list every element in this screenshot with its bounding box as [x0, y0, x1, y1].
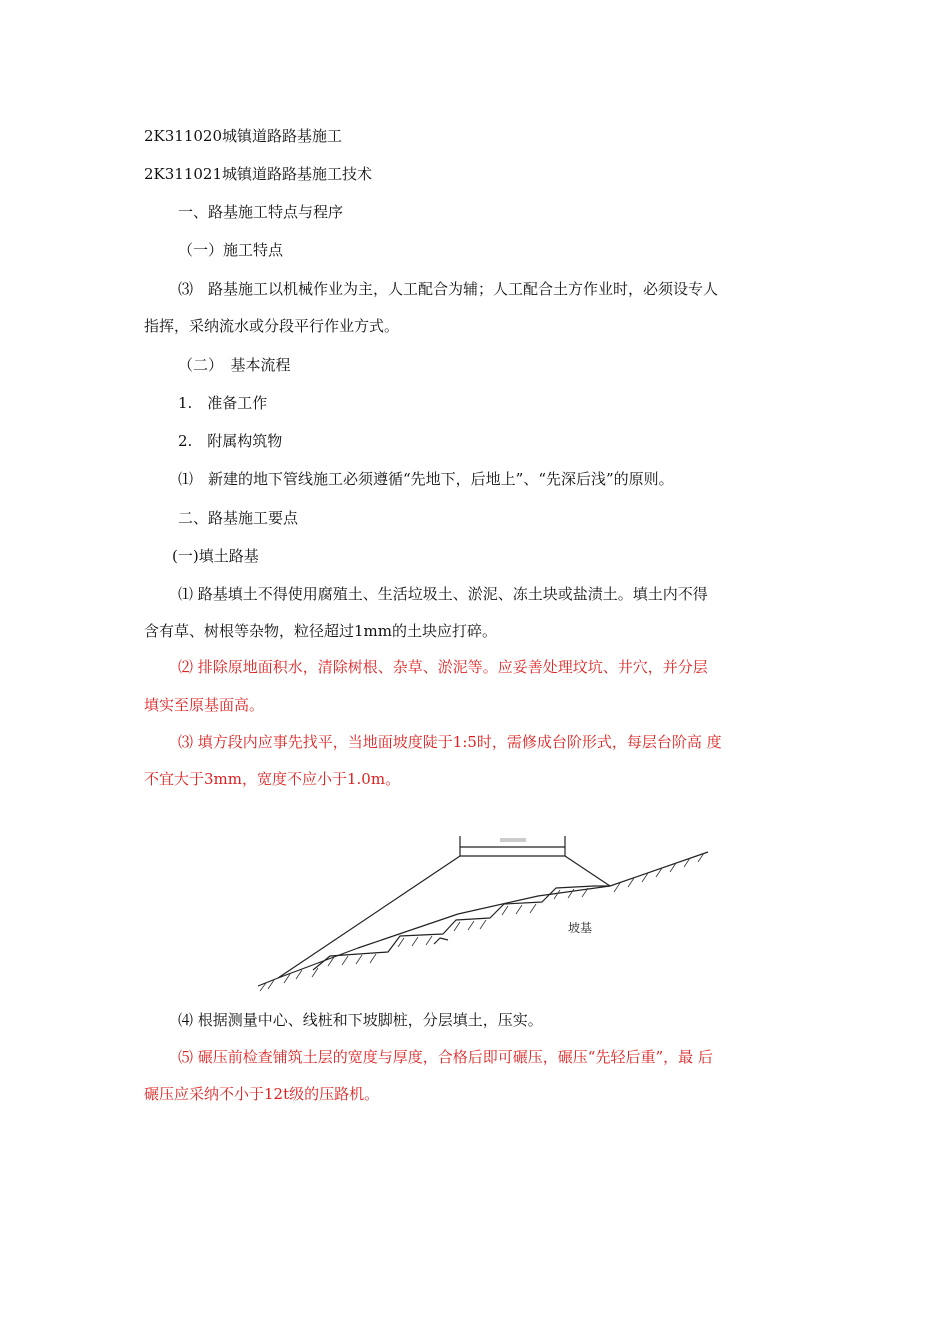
fill-item-2-line-2: 填实至原基面高。 [144, 696, 265, 714]
subsection-heading-1-1: （一）施工特点 [178, 241, 284, 259]
section-heading-2: 二、路基施工要点 [178, 509, 299, 527]
list-item-1: 1. 准备工作 [178, 394, 268, 412]
paragraph-3-line-2: 指挥，采纳流水或分段平行作业方式。 [144, 317, 400, 335]
heading-2k311020: 2K311020城镇道路路基施工 [144, 127, 343, 145]
dimension-label-blur [500, 838, 526, 842]
bench-arrow [434, 938, 448, 944]
heading-2k311021: 2K311021城镇道路路基施工技术 [144, 165, 373, 183]
fill-item-2-line-1: ⑵ 排除原地面积水，清除树根、杂草、淤泥等。应妥善处理坟坑、井穴，并分层 [178, 658, 708, 676]
subsection-heading-2-1: (一)填土路基 [172, 547, 259, 565]
fill-item-3-line-2: 不宜大于3mm，宽度不应小于1.0m。 [144, 770, 401, 788]
subsection-heading-1-2: （二） 基本流程 [178, 356, 291, 374]
slope-base-label: 坡基 [568, 921, 593, 935]
fill-item-1-line-1: ⑴ 路基填土不得使用腐殖土、生活垃圾土、淤泥、冻土块或盐渍土。填土内不得 [178, 585, 708, 603]
fill-item-5-line-1: ⑸ 碾压前检查铺筑土层的宽度与厚度，合格后即可碾压，碾压“先轻后重”，最 后 [178, 1048, 713, 1066]
fill-item-4: ⑷ 根据测量中心、线桩和下坡脚桩，分层填土，压实。 [178, 1011, 543, 1029]
list-item-2-1: ⑴ 新建的地下管线施工必须遵循“先地下，后地上”、“先深后浅”的原则。 [178, 470, 674, 488]
bench-steps [313, 886, 610, 970]
list-item-2: 2. 附属构筑物 [178, 432, 283, 450]
fill-item-5-line-2: 碾压应采纳不小于12t级的压路机。 [144, 1085, 380, 1103]
section-heading-1: 一、路基施工特点与程序 [178, 203, 344, 221]
fill-item-3-line-1: ⑶ 填方段内应事先找平，当地面坡度陡于1:5时，需修成台阶形式，每层台阶高 度 [178, 733, 722, 751]
paragraph-3-line-1: ⑶ 路基施工以机械作业为主，人工配合为辅；人工配合土方作业时，必须设专人 [178, 280, 719, 298]
embankment-on-slope-diagram [238, 826, 712, 992]
fill-item-1-line-2: 含有草、树根等杂物，粒径超过1mm的土块应打碎。 [144, 622, 497, 640]
ground-hatching [260, 853, 704, 991]
